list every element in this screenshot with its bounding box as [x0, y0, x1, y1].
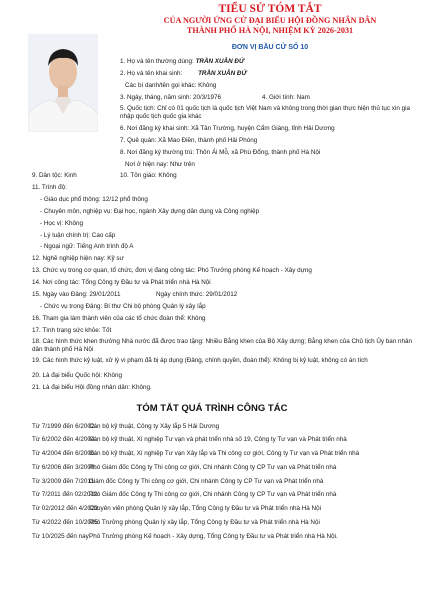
- role: Phó Trưởng phòng Quản lý xây lắp, Tổng Công ty Đầu tư và Phát triển nhà Hà Nội: [89, 519, 320, 526]
- position: 13. Chức vụ trong cơ quan, tổ chức, đơn vị đang công tác: Phó Trưởng phòng Kế hoạch - Xây dựng: [32, 267, 312, 274]
- period: Từ 7/2011 đến 02/2012:: [32, 491, 100, 498]
- constituency-unit: ĐƠN VỊ BẦU CỬ SỐ 10: [231, 44, 309, 51]
- education-heading: 11. Trình độ:: [32, 184, 67, 191]
- period: Từ 10/2025 đến nay:: [32, 533, 91, 540]
- party-position: - Chức vụ trong Đảng: Bí thư Chi bộ phòng Quản lý xây lắp: [40, 303, 206, 310]
- period: Từ 02/2012 đến 4/2022:: [32, 505, 100, 512]
- health-status: 17. Tình trạng sức khỏe: Tốt: [32, 327, 112, 334]
- portrait-image: [28, 34, 98, 132]
- hometown: 7. Quê quán: Xã Mao Điền, thành phố Hải Phòng: [120, 137, 258, 144]
- political-theory: - Lý luận chính trị: Cao cấp: [40, 232, 116, 239]
- info-line-1: [120, 58, 244, 66]
- subtitle-line-2: THÀNH PHỐ HÀ NỘI, NHIỆM KỲ 2026-2031: [186, 25, 354, 35]
- work-history-title: TÓM TẮT QUÁ TRÌNH CÔNG TÁC: [136, 403, 288, 414]
- info-line-2: [120, 70, 247, 78]
- date-of-birth: 3. Ngày, tháng, năm sinh: 20/3/1976: [120, 94, 222, 101]
- common-name-label: 1. Họ và tên thường dùng:: [120, 58, 194, 65]
- role: Giám đốc Công ty Thi công cơ giới, Chi nhánh Công ty CP Tư vạn và Phát triển nhà: [89, 478, 324, 485]
- ethnicity: 9. Dân tộc: Kinh: [32, 172, 77, 179]
- role: Cán bộ kỹ thuật, Xí nghiệp Tư vạn Xây lắp và Thi công cơ giới, Công ty Tư vạn và Phát triển nhà: [89, 450, 360, 457]
- occupation: 12. Nghề nghiệp hiện nay: Kỹ sư: [32, 255, 124, 262]
- permanent-residence: 8. Nơi đăng ký thường trú: Thôn Ái Mỗ, xã Phù Đổng, thành phố Hà Nội: [120, 149, 321, 156]
- period: Từ 4/2022 đến 10/2025:: [32, 519, 100, 526]
- specialization: - Chuyên môn, nghiệp vụ: Đại học, ngành Xây dựng dân dụng và Công nghiệp: [40, 208, 260, 215]
- role: Phó Giám đốc Công ty Thi công cơ giới, Chi nhánh Công ty CP Tư vạn và Phát triển nhà: [89, 464, 337, 471]
- current-residence: Nơi ở hiện nay: Như trên: [125, 161, 195, 168]
- foreign-language: - Ngoại ngữ: Tiếng Anh trình độ A: [40, 243, 134, 250]
- period: Từ 7/1999 đến 6/2002:: [32, 423, 97, 430]
- organization-membership: 16. Tham gia làm thành viên của các tổ chức đoàn thể: Không: [32, 315, 206, 322]
- disciplinary-record: 19. Các hình thức kỷ luật, xử lý vi phạm đã bị áp dụng (Đảng, chính quyền, đoàn thể): Không bị kỷ luật, không có án tích: [32, 357, 368, 364]
- role: Chuyên viên phòng Quản lý xây lắp, Tổng Công ty Đầu tư và Phát triển nhà Hà Nội: [89, 505, 321, 512]
- document-title: TIỂU SỬ TÓM TẮT: [218, 3, 322, 15]
- gender: 4. Giới tính: Nam: [262, 94, 310, 101]
- period: Từ 6/2006 đến 3/2009:: [32, 464, 97, 471]
- birth-registration-place: 6. Nơi đăng ký khai sinh: Xã Tân Trường, huyện Cẩm Giàng, tỉnh Hải Dương: [120, 125, 335, 132]
- birth-name-value: TRẦN XUÂN ĐỨ: [198, 70, 247, 77]
- nationality: 5. Quốc tịch: Chỉ có 01 quốc tịch là quốc tịch Việt Nam và không trong thời gian thực hiện thủ tục xin gia nhập quốc tịch quốc gia khác: [120, 105, 411, 120]
- party-official-date: Ngày chính thức: 29/01/2012: [156, 291, 238, 298]
- period: Từ 3/2009 đến 7/2011:: [32, 478, 96, 485]
- role: Cán bộ kỹ thuật, Xí nghiệp Tư vạn và phát triển nhà số 19, Công ty Tư vạn và Phát triển nhà: [89, 436, 347, 443]
- aliases: Các bí danh/tên gọi khác: Không: [125, 82, 217, 89]
- period: Từ 4/2004 đến 6/2006:: [32, 450, 97, 457]
- workplace: 14. Nơi công tác: Tổng Công ty Đầu tư và Phát triển nhà Hà Nội: [32, 279, 211, 286]
- peoples-council-deputy: 21. Là đại biểu Hội đồng nhân dân: Không.: [32, 384, 152, 391]
- party-entry-date: 15. Ngày vào Đảng: 29/01/2011: [32, 291, 121, 298]
- birth-name-label: 2. Họ và tên khai sinh:: [120, 70, 183, 77]
- period: Từ 6/2002 đến 4/2004:: [32, 436, 97, 443]
- general-education: - Giáo dục phổ thông: 12/12 phổ thông: [40, 196, 148, 203]
- role: Phó Giám đốc Công ty Thi công cơ giới, Chi nhánh Công ty CP Tư vạn và Phát triển nhà: [89, 491, 337, 498]
- subtitle-line-1: CỦA NGƯỜI ỨNG CỬ ĐẠI BIỂU HỘI ĐỒNG NHÂN DÂN: [163, 16, 377, 25]
- document-subtitle: [120, 16, 420, 35]
- academic-degree: - Học vị: Không: [40, 220, 84, 227]
- candidate-photo: [28, 34, 98, 132]
- state-awards: 18. Các hình thức khen thưởng Nhà nước đã được trao tặng: Nhiều Bằng khen của Bộ Xây dựng; Bằng khen của Chủ tịch Ủy ban nhân dân thành phố Hà Nội: [32, 338, 413, 353]
- role: Phó Trưởng phòng Kế hoạch - Xây dựng, Tổng Công ty Đầu tư và Phát triển nhà Hà Nội.: [89, 533, 338, 540]
- common-name-value: TRẦN XUÂN ĐỨ: [195, 58, 245, 65]
- role: Cán bộ kỹ thuật, Công ty Xây lắp 5 Hải Dương: [89, 423, 220, 430]
- national-assembly-deputy: 20. Là đại biểu Quốc hội: Không: [32, 372, 122, 379]
- religion: 10. Tôn giáo: Không: [120, 172, 177, 179]
